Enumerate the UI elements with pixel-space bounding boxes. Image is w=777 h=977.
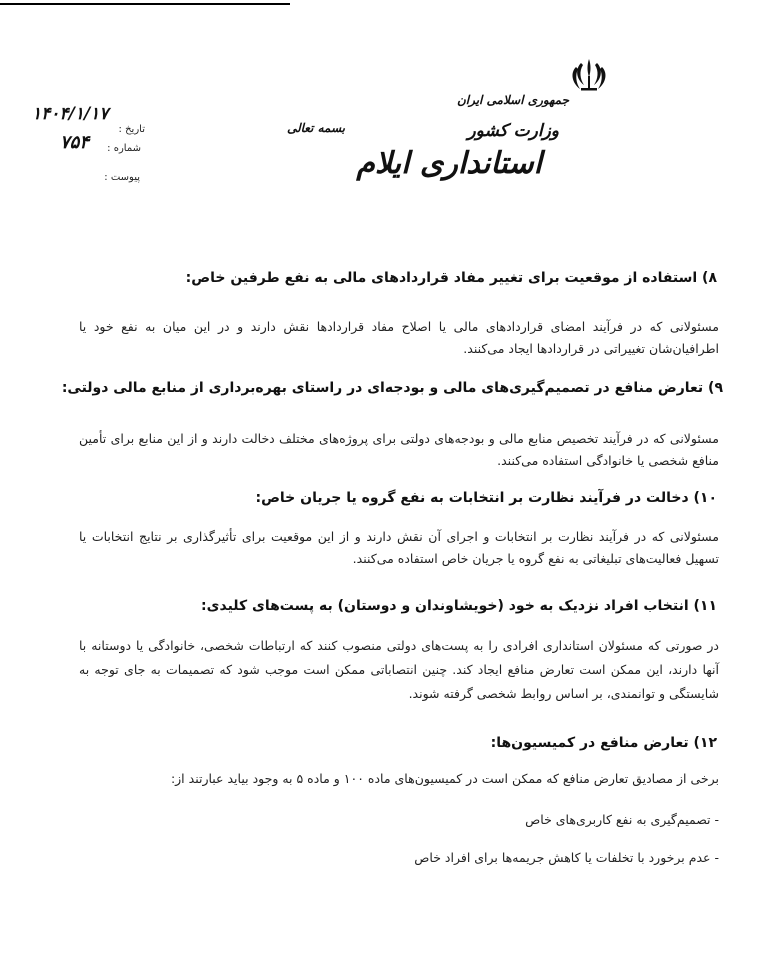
section-12-text: برخی از مصادیق تعارض منافع که ممکن است در کمیسیون‌های ماده ۱۰۰ و ماده ۵ به وجود بیاید عبارتند از:: [170, 771, 719, 786]
top-border-line: [0, 3, 290, 5]
section-8-text: مسئولانی که در فرآیند امضای قراردادهای مالی یا اصلاح مفاد قراردادها نقش دارند و در این میان به نفع خود یا اطرافیان‌شان تغییراتی در قراردادها ایجاد می‌کنند.: [79, 319, 719, 356]
date-label: تاریخ :: [118, 124, 145, 135]
section-11-heading: ۱۱) انتخاب افراد نزدیک به خود (خویشاوندان و دوستان) به پست‌های کلیدی:: [201, 598, 717, 614]
section-9-text: مسئولانی که در فرآیند تخصیص منابع مالی و بودجه‌های دولتی برای پروژه‌های مختلف دخالت دارند و از این منابع برای تأمین منافع شخصی یا خانوادگی استفاده می‌کنند.: [79, 431, 719, 468]
header-office: استانداری ایلام: [356, 146, 542, 181]
bullet-item: - تصمیم‌گیری به نفع کاربری‌های خاص: [525, 812, 719, 827]
section-12-heading: ۱۲) تعارض منافع در کمیسیون‌ها:: [490, 735, 717, 751]
section-10-heading: ۱۰) دخالت در فرآیند نظارت بر انتخابات به نفع گروه یا جریان خاص:: [255, 490, 717, 506]
date-value: ۱۴۰۴/۱/۱۷: [32, 104, 109, 124]
number-value: ۷۵۴: [60, 132, 90, 153]
header-ministry: وزارت کشور: [467, 121, 559, 141]
section-10-text: مسئولانی که در فرآیند نظارت بر انتخابات و اجرای آن نقش دارند و از این موقعیت برای تأثیرگذاری بر نتایج انتخابات یا تسهیل فعالیت‌های تبلیغاتی به نفع گروه یا جریان خاص استفاده می‌کنند.: [79, 529, 719, 566]
iran-emblem-icon: [567, 55, 611, 93]
header-bismillah: بسمه تعالی: [286, 121, 345, 135]
section-8-heading: ۸) استفاده از موقعیت برای تغییر مفاد قراردادهای مالی به نفع طرفین خاص:: [185, 270, 717, 286]
attachment-label: پیوست :: [104, 172, 140, 183]
bullet-item: - عدم برخورد با تخلفات یا کاهش جریمه‌ها برای افراد خاص: [414, 850, 719, 865]
section-9-heading: ۹) تعارض منافع در تصمیم‌گیری‌های مالی و بودجه‌ای در راستای بهره‌برداری از منابع مالی دولتی:: [61, 380, 723, 396]
number-label: شماره :: [107, 143, 141, 154]
header-republic: جمهوری اسلامی ایران: [456, 93, 569, 107]
section-11-text: در صورتی که مسئولان استانداری افرادی را به پست‌های دولتی منصوب کنند که ارتباطات شخصی، خانوادگی یا دوستانه با آنها دارند، این ممکن است تعارض منافع ایجاد کند. چنین انتصاباتی ممکن است موجب شود که تصمیمات به جای توجه به شایستگی و توانمندی، بر اساس روابط شخصی گرفته شوند.: [79, 638, 719, 701]
